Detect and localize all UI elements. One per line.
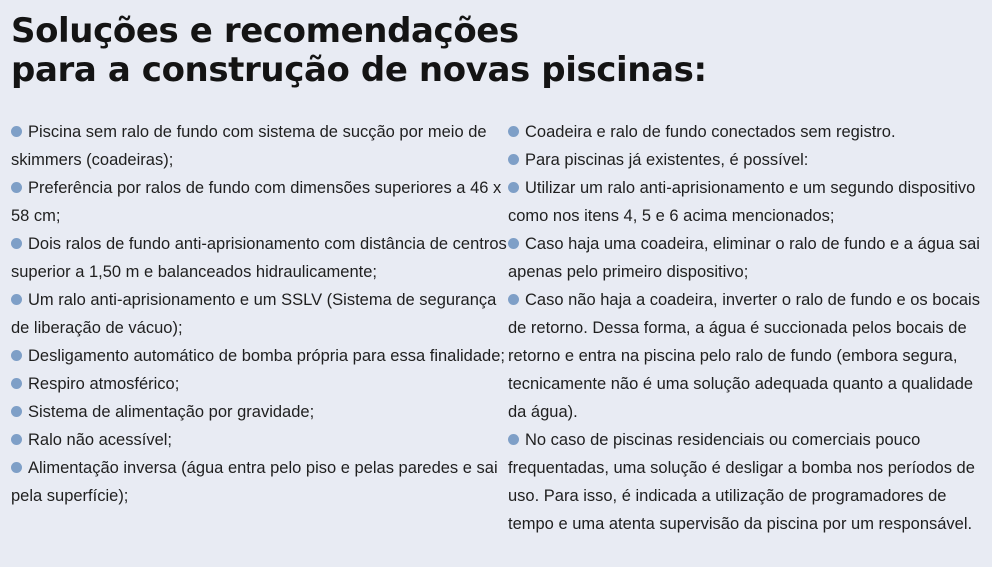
list-item-text: No caso de piscinas residenciais ou comerciais pouco frequentadas, uma solução é desligar a bomba nos períodos de uso. Para isso, é indicada a utilização de programadores de tempo e uma atenta supervisão da piscina por um responsável.: [508, 431, 975, 533]
list-item-text: Um ralo anti-aprisionamento e um SSLV (Sistema de segurança de liberação de vácuo);: [11, 291, 497, 337]
list-item-text: Utilizar um ralo anti-aprisionamento e um segundo dispositivo como nos itens 4, 5 e 6 acima mencionados;: [508, 179, 976, 225]
title-line-2: para a construção de novas piscinas:: [11, 50, 707, 90]
bullet-icon: [11, 434, 22, 445]
list-item: [11, 370, 508, 398]
list-item: [11, 286, 508, 342]
list-item: [11, 454, 508, 510]
list-item: [508, 174, 982, 230]
list-item-text: Para piscinas já existentes, é possível:: [525, 151, 809, 169]
list-item-text: Desligamento automático de bomba própria para essa finalidade;: [28, 347, 505, 365]
content-columns: [11, 118, 982, 538]
bullet-icon: [508, 238, 519, 249]
bullet-icon: [508, 434, 519, 445]
list-item-text: Piscina sem ralo de fundo com sistema de sucção por meio de skimmers (coadeiras);: [11, 123, 487, 169]
bullet-icon: [508, 294, 519, 305]
bullet-icon: [508, 126, 519, 137]
list-item-text: Preferência por ralos de fundo com dimensões superiores a 46 x 58 cm;: [11, 179, 502, 225]
list-item-text: Ralo não acessível;: [28, 431, 172, 449]
bullet-icon: [11, 238, 22, 249]
title-line-1: Soluções e recomendações: [11, 11, 519, 51]
bullet-icon: [11, 350, 22, 361]
list-item-text: Alimentação inversa (água entra pelo piso e pelas paredes e sai pela superfície);: [11, 459, 498, 505]
list-item: [11, 230, 508, 286]
list-item-text: Sistema de alimentação por gravidade;: [28, 403, 315, 421]
left-column: [11, 118, 508, 538]
page-title: [11, 12, 982, 90]
list-item: [508, 146, 982, 174]
list-item: [11, 342, 508, 370]
list-item-text: Caso não haja a coadeira, inverter o ralo de fundo e os bocais de retorno. Dessa forma, a água é succionada pelos bocais de retorno e entra na piscina pelo ralo de fundo (embora segura, tecnicamente não é uma solução adequada quanto a qualidade da água).: [508, 291, 980, 421]
list-item-text: Caso haja uma coadeira, eliminar o ralo de fundo e a água sai apenas pelo primeiro dispositivo;: [508, 235, 980, 281]
bullet-icon: [11, 126, 22, 137]
bullet-icon: [11, 182, 22, 193]
list-item: [508, 286, 982, 426]
bullet-icon: [508, 154, 519, 165]
list-item-text: Respiro atmosférico;: [28, 375, 180, 393]
list-item-text: Dois ralos de fundo anti-aprisionamento com distância de centros superior a 1,50 m e balanceados hidraulicamente;: [11, 235, 507, 281]
list-item: [11, 398, 508, 426]
list-item: [11, 174, 508, 230]
list-item: [11, 118, 508, 174]
list-item: [11, 426, 508, 454]
bullet-icon: [508, 182, 519, 193]
bullet-icon: [11, 378, 22, 389]
list-item: [508, 426, 982, 538]
list-item: [508, 118, 982, 146]
bullet-icon: [11, 462, 22, 473]
list-item: [508, 230, 982, 286]
right-column: [508, 118, 982, 538]
bullet-icon: [11, 406, 22, 417]
bullet-icon: [11, 294, 22, 305]
list-item-text: Coadeira e ralo de fundo conectados sem registro.: [525, 123, 896, 141]
